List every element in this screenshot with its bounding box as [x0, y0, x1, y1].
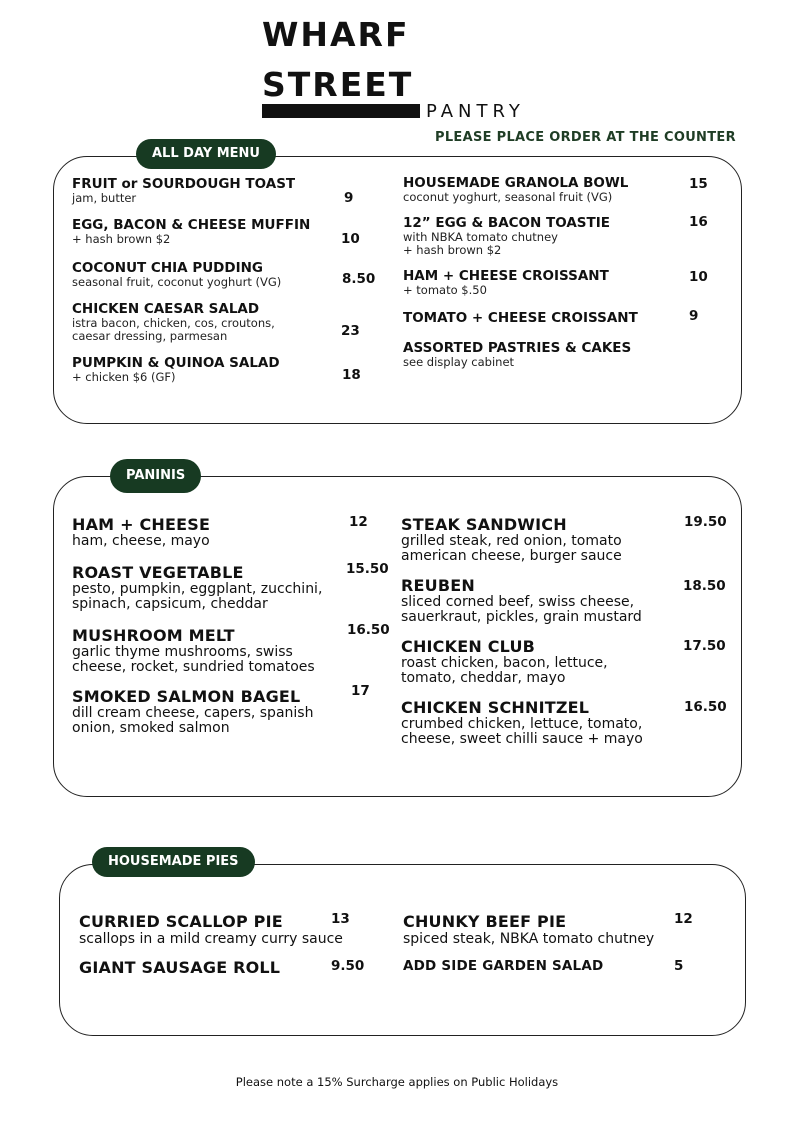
- item-name: ASSORTED PASTRIES & CAKES: [403, 340, 632, 356]
- item-desc: grilled steak, red onion, tomato: [401, 533, 622, 549]
- item-price: 9.50: [331, 958, 365, 974]
- item-price: 12: [349, 514, 368, 530]
- menu-item: [403, 215, 610, 257]
- menu-item: [403, 340, 631, 369]
- brand-underline-bar: [262, 104, 420, 118]
- menu-item: [403, 912, 654, 947]
- item-price: 10: [689, 269, 708, 285]
- item-price: 10: [341, 231, 360, 247]
- menu-item: [72, 687, 313, 736]
- item-price: 23: [341, 323, 360, 339]
- item-desc: ham, cheese, mayo: [72, 533, 210, 549]
- brand-title-line1: WHARF: [262, 15, 410, 54]
- all-day-menu-heading: ALL DAY MENU: [136, 139, 276, 169]
- item-name: HAM + CHEESE CROISSANT: [403, 268, 609, 284]
- pies-heading: HOUSEMADE PIES: [92, 847, 255, 877]
- item-name: TOMATO + CHEESE CROISSANT: [403, 310, 638, 326]
- item-name: CHICKEN CAESAR SALAD: [72, 301, 260, 317]
- item-price: 19.50: [684, 514, 727, 530]
- item-name: PUMPKIN & QUINOA SALAD: [72, 355, 280, 371]
- item-desc: with NBKA tomato chutney: [403, 230, 558, 244]
- menu-item: [72, 563, 322, 612]
- item-price: 18: [342, 367, 361, 383]
- item-name: EGG, BACON & CHEESE MUFFIN: [72, 217, 311, 233]
- item-name: SMOKED SALMON BAGEL: [72, 687, 301, 706]
- menu-item: [72, 217, 310, 246]
- item-name: CHUNKY BEEF PIE: [403, 912, 567, 931]
- menu-item: [72, 301, 275, 343]
- item-desc: sliced corned beef, swiss cheese,: [401, 594, 635, 610]
- item-desc: roast chicken, bacon, lettuce,: [401, 655, 608, 671]
- item-desc: istra bacon, chicken, cos, croutons,: [72, 316, 275, 330]
- item-name: MUSHROOM MELT: [72, 626, 235, 645]
- menu-item: [401, 576, 642, 625]
- item-desc: see display cabinet: [403, 355, 515, 369]
- item-name: FRUIT or SOURDOUGH TOAST: [72, 176, 296, 192]
- item-name: 12” EGG & BACON TOASTIE: [403, 215, 610, 231]
- item-desc: scallops in a mild creamy curry sauce: [79, 931, 343, 947]
- item-desc: coconut yoghurt, seasonal fruit (VG): [403, 190, 613, 204]
- item-name: ROAST VEGETABLE: [72, 563, 244, 582]
- menu-item: [401, 637, 608, 686]
- item-price: 9: [689, 308, 699, 324]
- item-desc: cheese, sweet chilli sauce + mayo: [401, 731, 643, 747]
- menu-item: [403, 268, 609, 297]
- item-desc: + hash brown $2: [403, 243, 502, 257]
- item-name: REUBEN: [401, 576, 475, 595]
- paninis-heading: PANINIS: [110, 459, 201, 493]
- item-name: HOUSEMADE GRANOLA BOWL: [403, 175, 629, 191]
- menu-item: [72, 626, 315, 675]
- item-desc: tomato, cheddar, mayo: [401, 670, 566, 686]
- item-price: 5: [674, 958, 684, 974]
- order-note: PLEASE PLACE ORDER AT THE COUNTER: [435, 130, 736, 145]
- item-price: 17: [351, 683, 370, 699]
- menu-item: [79, 912, 343, 947]
- menu-item: [401, 515, 622, 564]
- item-name: STEAK SANDWICH: [401, 515, 567, 534]
- item-price: 16.50: [684, 699, 727, 715]
- item-desc: caesar dressing, parmesan: [72, 329, 228, 343]
- item-name: CHICKEN CLUB: [401, 637, 536, 656]
- item-price: 9: [344, 190, 354, 206]
- item-name: CURRIED SCALLOP PIE: [79, 912, 283, 931]
- item-desc: + hash brown $2: [72, 232, 171, 246]
- menu-item: [403, 310, 638, 326]
- item-price: 17.50: [683, 638, 726, 654]
- item-price: 13: [331, 911, 350, 927]
- item-desc: dill cream cheese, capers, spanish: [72, 705, 314, 721]
- item-desc: crumbed chicken, lettuce, tomato,: [401, 716, 643, 732]
- item-desc: + chicken $6 (GF): [72, 370, 176, 384]
- item-desc: sauerkraut, pickles, grain mustard: [401, 609, 642, 625]
- item-price: 12: [674, 911, 693, 927]
- item-desc: pesto, pumpkin, eggplant, zucchini,: [72, 581, 323, 597]
- item-price: 15.50: [346, 561, 389, 577]
- menu-item: [403, 958, 603, 974]
- menu-item: [403, 175, 628, 204]
- item-name: GIANT SAUSAGE ROLL: [79, 958, 281, 977]
- item-desc: seasonal fruit, coconut yoghurt (VG): [72, 275, 282, 289]
- item-name: CHICKEN SCHNITZEL: [401, 698, 590, 717]
- brand-title-line2: STREET: [262, 65, 414, 104]
- item-name: COCONUT CHIA PUDDING: [72, 260, 263, 276]
- item-name: ADD SIDE GARDEN SALAD: [403, 958, 604, 974]
- item-desc: american cheese, burger sauce: [401, 548, 622, 564]
- item-price: 16.50: [347, 622, 390, 638]
- menu-item: [72, 355, 280, 384]
- item-price: 16: [689, 214, 708, 230]
- menu-item: [72, 176, 295, 205]
- item-price: 18.50: [683, 578, 726, 594]
- item-price: 8.50: [342, 271, 376, 287]
- item-desc: cheese, rocket, sundried tomatoes: [72, 659, 315, 675]
- item-price: 15: [689, 176, 708, 192]
- menu-item: [72, 260, 281, 289]
- item-desc: spiced steak, NBKA tomato chutney: [403, 931, 655, 947]
- menu-item: [72, 515, 210, 549]
- item-name: HAM + CHEESE: [72, 515, 211, 534]
- item-desc: spinach, capsicum, cheddar: [72, 596, 268, 612]
- item-desc: garlic thyme mushrooms, swiss: [72, 644, 293, 660]
- menu-item: [79, 958, 280, 977]
- item-desc: + tomato $.50: [403, 283, 487, 297]
- item-desc: onion, smoked salmon: [72, 720, 230, 736]
- pies-box: [59, 864, 746, 1036]
- surcharge-note: Please note a 15% Surcharge applies on Public Holidays: [235, 1075, 559, 1089]
- menu-item: [401, 698, 643, 747]
- brand-subtitle: PANTRY: [426, 101, 525, 122]
- item-desc: jam, butter: [72, 191, 137, 205]
